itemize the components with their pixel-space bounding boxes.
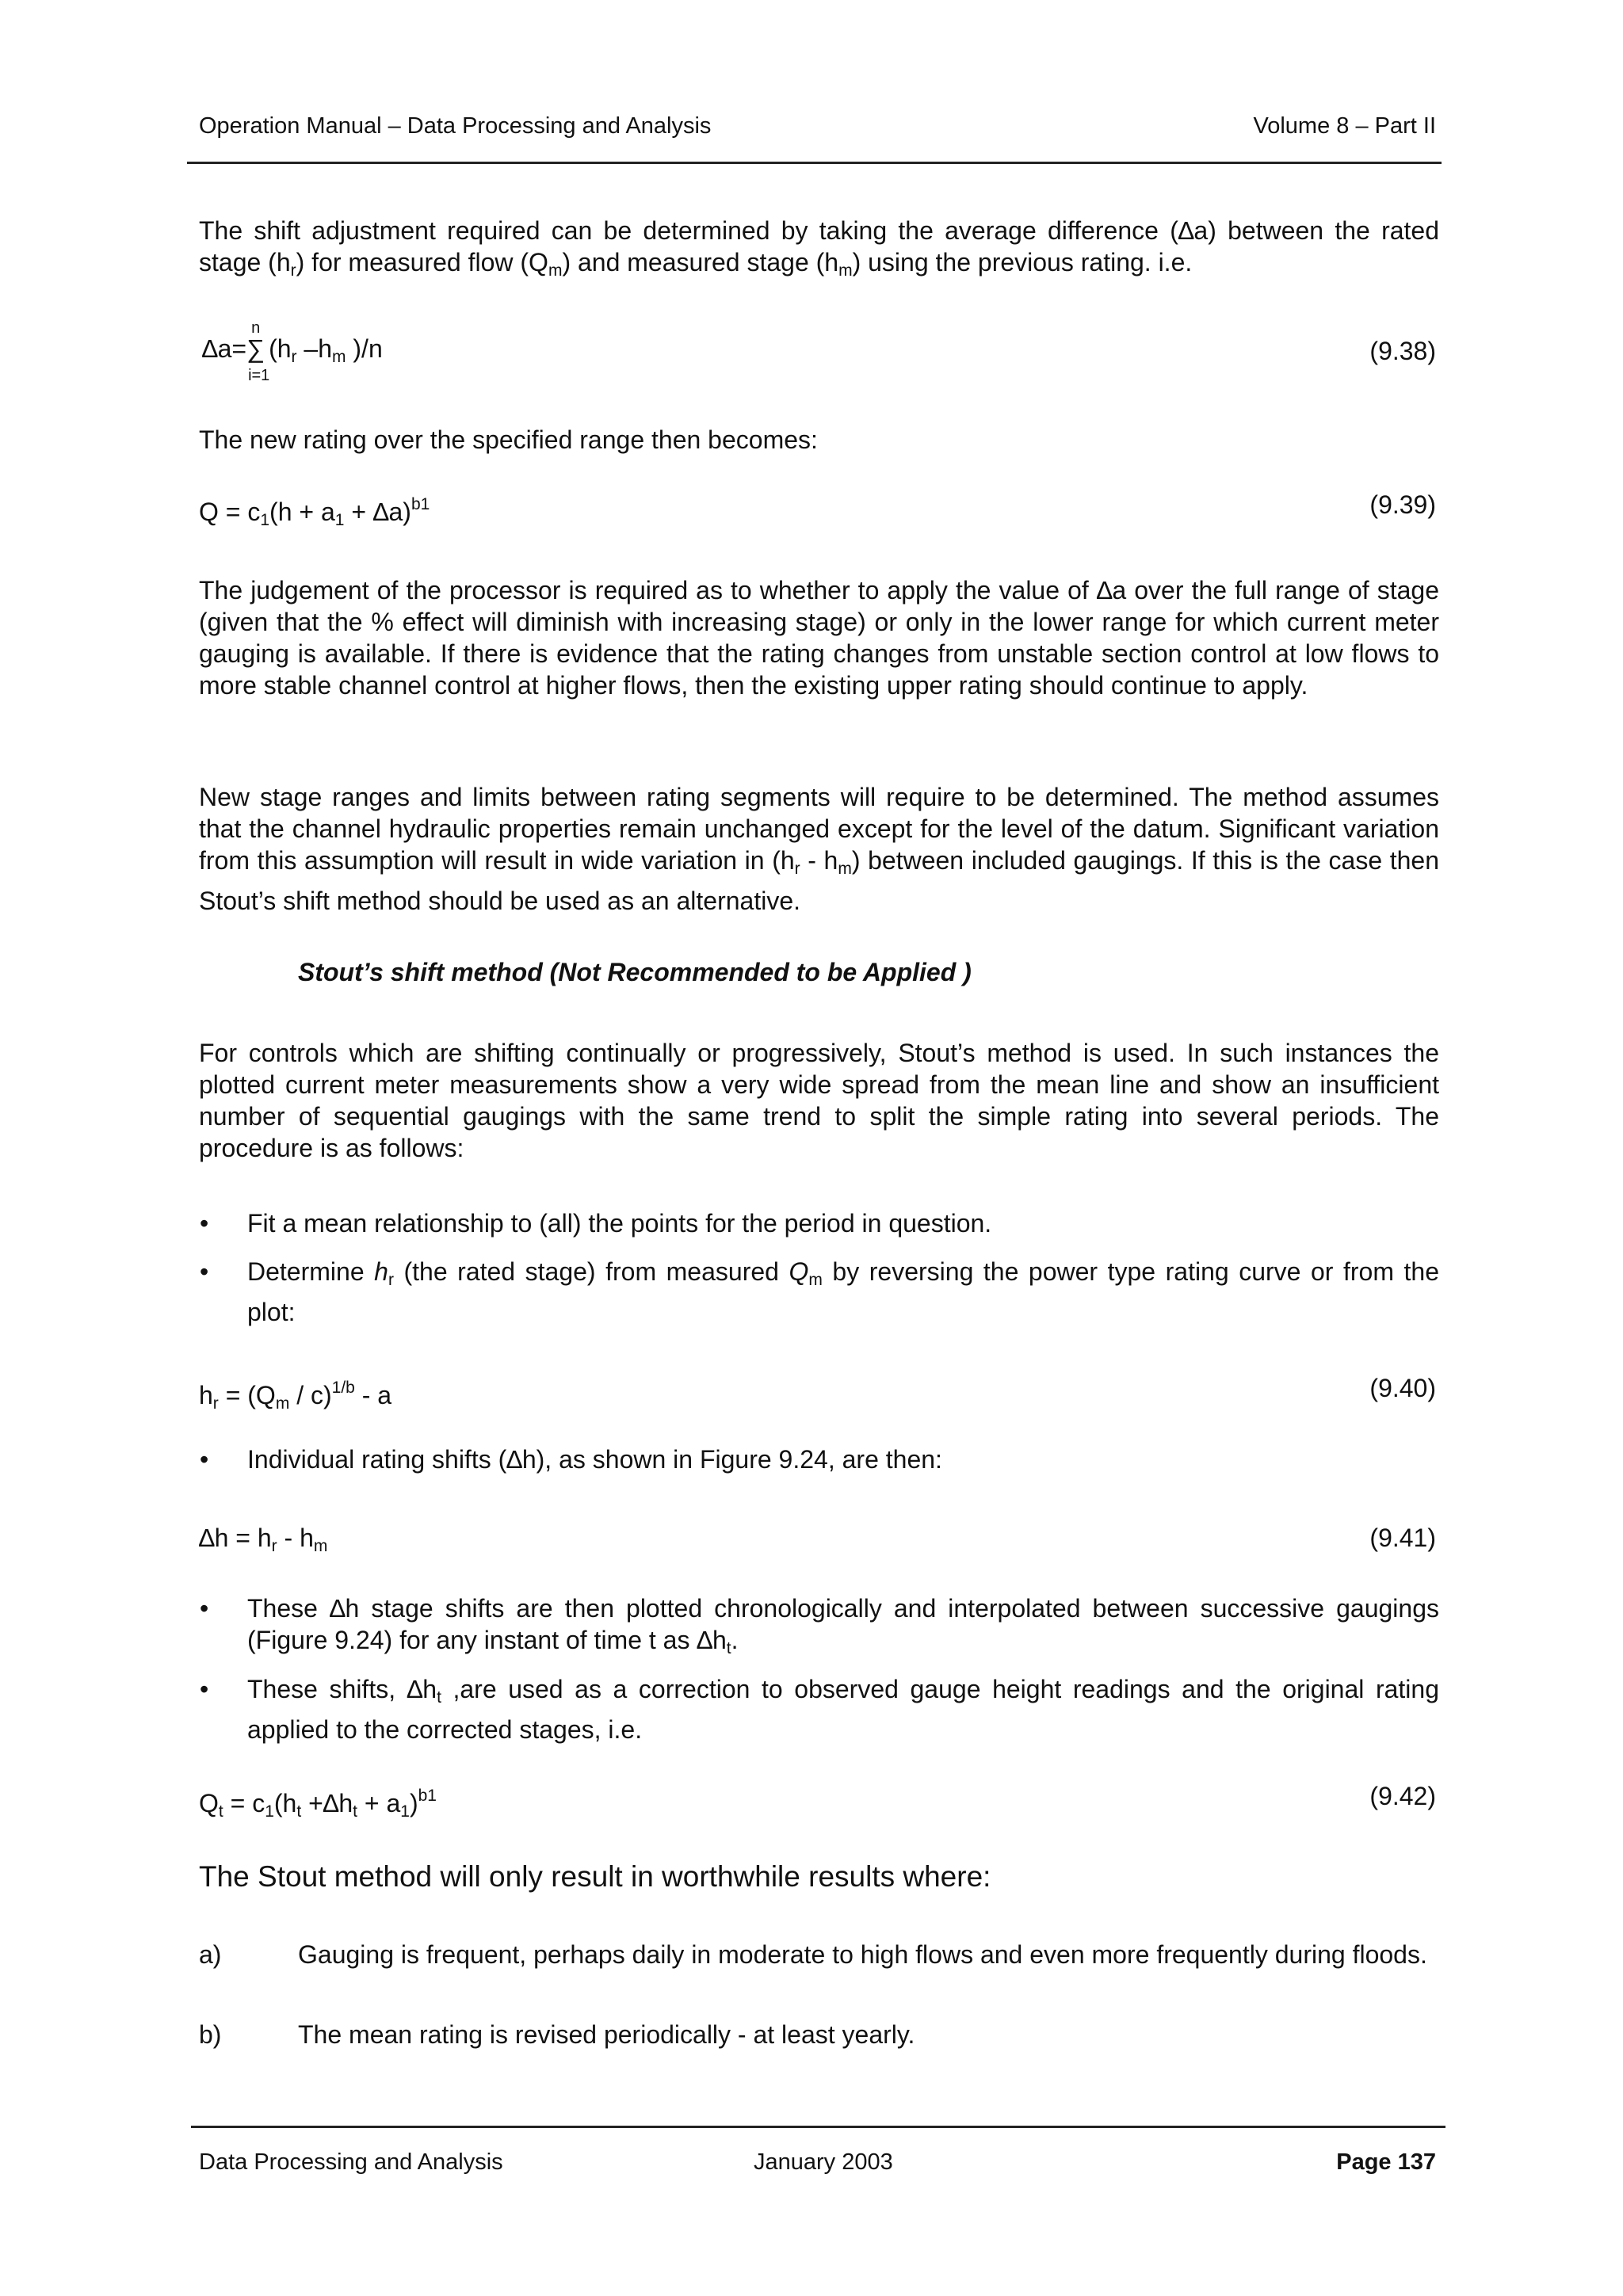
equation-number-9-38: (9.38) — [1369, 337, 1436, 365]
header-title: Operation Manual – Data Processing and Analysis — [199, 113, 712, 139]
bullet-plotted-chronologically: These ∆h stage shifts are then plotted chronologically and interpolated between successive gaugings (Figure 9.24) for any instant of time t as $\Delta h_t$. — [247, 1594, 1439, 1657]
list-label-b: b) — [199, 2020, 222, 2049]
header-rule — [187, 162, 1442, 164]
equation-9-41: $\Delta h = h_r - h_m$ — [199, 1524, 328, 1555]
footer-rule — [191, 2126, 1445, 2128]
stout-method-conditions-heading: The Stout method will only result in worthwhile results where: — [199, 1860, 991, 1893]
paragraph-new-rating: The new rating over the specified range then becomes: — [199, 425, 818, 454]
equation-9-40: $h_r = (Q_m / c)^{1/b} - a$ — [199, 1379, 392, 1413]
equation-number-9-42: (9.42) — [1369, 1782, 1436, 1810]
bullet-correction: These shifts, $\Delta h_t$ ,are used as a correction to observed gauge height readings and the original rating applied to the corrected stages, i.e. — [247, 1675, 1440, 1744]
bullet-marker: • — [200, 1257, 209, 1286]
equation-number-9-41: (9.41) — [1369, 1524, 1436, 1552]
bullet-fit-mean: Fit a mean relationship to (all) the points for the period in question. — [247, 1209, 992, 1238]
bullet-rating-shifts: Individual rating shifts (∆h), as shown in Figure 9.24, are then: — [247, 1445, 942, 1474]
header-volume: Volume 8 – Part II — [1253, 113, 1436, 139]
bullet-marker: • — [200, 1594, 209, 1623]
bullet-marker: • — [200, 1675, 209, 1703]
paragraph-stage-ranges: New stage ranges and limits between rating segments will require to be determined. The method assumes that the channel hydraulic properties remain unchanged except for the level of the datum. Significant variation from this assumption will result in wide variation in $(h_r - h_m)$ between included gaugings. If this is the case then Stout’s shift method should be used as an alternative. — [199, 783, 1440, 915]
equation-9-42: $Q_t = c_1(h_t +\Delta h_t + a_1)^{b1}$ — [199, 1787, 437, 1821]
paragraph-controls: For controls which are shifting continually or progressively, Stout’s method is used. In such instances the plotted current meter measurements show a very wide spread from the mean line and show an insufficient number of sequential gaugings with the same trend to split the simple rating into several periods. The procedure is as follows: — [199, 1039, 1439, 1162]
footer-page-number: Page 137 — [1336, 2149, 1436, 2175]
list-item-mean-rating: The mean rating is revised periodically - at least yearly. — [298, 2020, 915, 2049]
bullet-marker: • — [200, 1209, 209, 1238]
bullet-marker: • — [200, 1445, 209, 1474]
list-label-a: a) — [199, 1940, 222, 1969]
paragraph-shift-adjustment: The shift adjustment required can be determined by taking the average difference (∆a) between the rated stage $(h_r)$ for measured flow $(Q_m)$ and measured stage $(h_m)$ using the previous rating. i.e. — [199, 216, 1439, 280]
list-item-gauging-frequent: Gauging is frequent, perhaps daily in moderate to high flows and even more frequently during floods. — [298, 1940, 1427, 1969]
section-heading-stout: Stout’s shift method (Not Recommended to be Applied ) — [298, 958, 972, 986]
footer-date: January 2003 — [754, 2149, 893, 2175]
summation-symbol: n ∑ i=1 — [246, 319, 270, 384]
equation-number-9-40: (9.40) — [1369, 1374, 1436, 1402]
equation-9-39: $Q = c_1(h + a_1 + \Delta a)^{b1}$ — [199, 495, 430, 529]
equation-number-9-39: (9.39) — [1369, 490, 1436, 519]
bullet-determine-hr: Determine $h_r$ (the rated stage) from measured $Q_m$ by reversing the power type rating curve or from the plot: — [247, 1257, 1440, 1326]
footer-title: Data Processing and Analysis — [199, 2149, 503, 2175]
paragraph-judgement: The judgement of the processor is required as to whether to apply the value of ∆a over the full range of stage (given that the % effect will diminish with increasing stage) or only in the lower range for which current meter gauging is available. If there is evidence that the rating changes from unstable section control at low flows to more stable channel control at higher flows, then the existing upper rating should continue to apply. — [199, 576, 1439, 700]
equation-9-38: ∆a= n ∑ i=1 ($h_r$ $-h_m$ )/n — [202, 319, 383, 384]
